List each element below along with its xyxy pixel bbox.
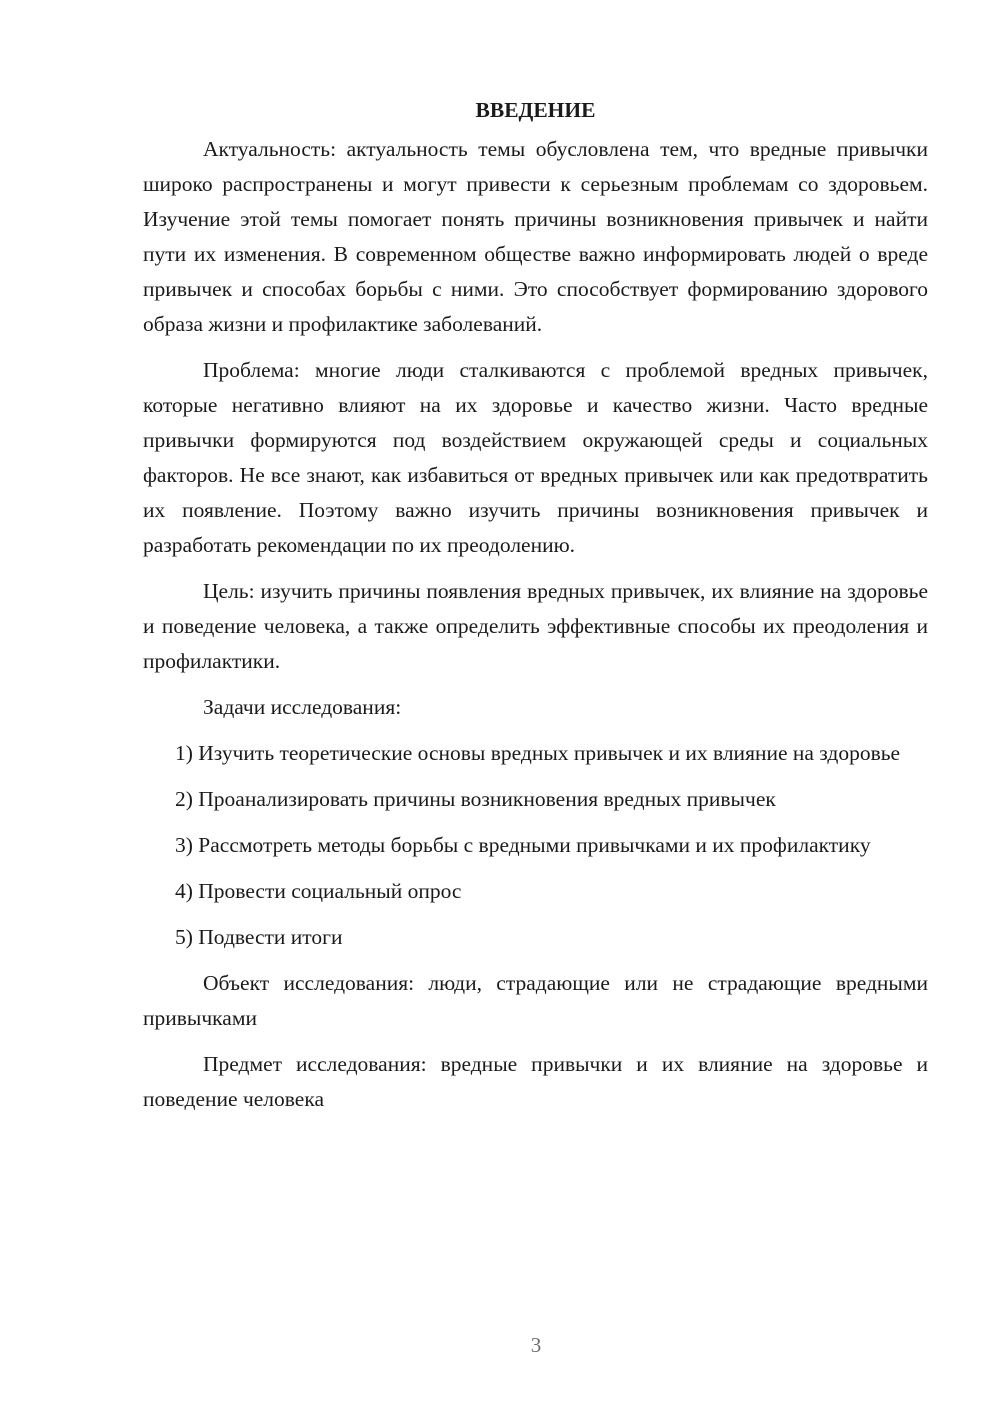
- paragraph-relevance: Актуальность: актуальность темы обусловлена тем, что вредные привычки широко распространены и могут привести к серьезным проблемам со здоровьем. Изучение этой темы помогает понять причины возникновения привычек и найти пути их изменения. В современном обществе важно информировать людей о вреде привычек и способах борьбы с ними. Это способствует формированию здорового образа жизни и профилактике заболеваний.: [143, 137, 928, 336]
- task-item-2: 2) Проанализировать причины возникновения вредных привычек: [175, 787, 776, 811]
- task-item-4: 4) Провести социальный опрос: [175, 879, 462, 903]
- paragraph-problem: Проблема: многие люди сталкиваются с проблемой вредных привычек, которые негативно влияют на их здоровье и качество жизни. Часто вредные привычки формируются под воздействием окружающей среды и социальных факторов. Не все знают, как избавиться от вредных привычек или как предотвратить их появление. Поэтому важно изучить причины возникновения привычек и разработать рекомендации по их преодолению.: [143, 358, 928, 557]
- document-page: [143, 95, 928, 1117]
- task-item-1: 1) Изучить теоретические основы вредных привычек и их влияние на здоровье: [175, 741, 901, 765]
- task-item-5: 5) Подвести итоги: [175, 925, 343, 949]
- paragraph-object: Объект исследования: люди, страдающие или не страдающие вредными привычками: [143, 971, 928, 1030]
- page-title: ВВЕДЕНИЕ: [475, 98, 596, 122]
- paragraph-goal: Цель: изучить причины появления вредных привычек, их влияние на здоровье и поведение человека, а также определить эффективные способы их преодоления и профилактики.: [143, 579, 928, 673]
- tasks-heading: Задачи исследования:: [203, 695, 402, 719]
- page-number: 3: [530, 1333, 542, 1357]
- paragraph-subject: Предмет исследования: вредные привычки и их влияние на здоровье и поведение человека: [143, 1052, 928, 1111]
- task-item-3: 3) Рассмотреть методы борьбы с вредными привычками и их профилактику: [175, 833, 871, 857]
